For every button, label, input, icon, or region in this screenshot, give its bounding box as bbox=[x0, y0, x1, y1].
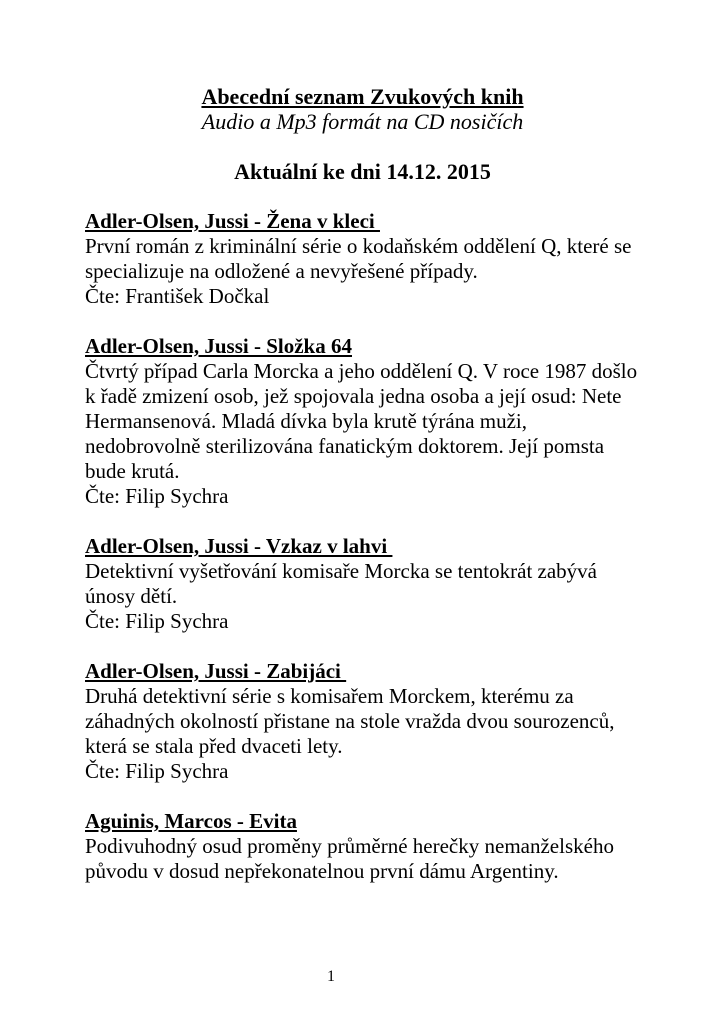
book-entry bbox=[85, 809, 640, 884]
book-entry-heading: Adler-Olsen, Jussi - Složka 64 bbox=[85, 334, 352, 358]
book-entry-description: Čtvrtý případ Carla Morcka a jeho oddělení Q. V roce 1987 došlo k řadě zmizení osob, jež spojovala jedna osoba a její osud: Nete Hermansenová. Mladá dívka byla krutě týrána muži, nedobrovolně sterilizována fanatickým doktorem. Její pomsta bude krutá. bbox=[85, 359, 638, 483]
book-entry bbox=[85, 534, 640, 634]
book-entry-reader: Čte: František Dočkal bbox=[85, 284, 270, 308]
book-entry-reader: Čte: Filip Sychra bbox=[85, 484, 229, 508]
book-entry bbox=[85, 334, 640, 509]
document-subtitle: Audio a Mp3 formát na CD nosičích bbox=[201, 109, 524, 134]
book-entry-heading: Adler-Olsen, Jussi - Žena v kleci bbox=[85, 209, 380, 233]
book-entry-description: Podivuhodný osud proměny průměrné herečky nemanželského původu v dosud nepřekonatelnou první dámu Argentiny. bbox=[85, 834, 614, 883]
book-entry bbox=[85, 659, 640, 784]
book-entry-description: Detektivní vyšetřování komisaře Morcka se tentokrát zabývá únosy dětí. bbox=[85, 559, 597, 608]
book-entry-heading: Adler-Olsen, Jussi - Zabijáci bbox=[85, 659, 347, 683]
book-entry-heading: Adler-Olsen, Jussi - Vzkaz v lahvi bbox=[85, 534, 393, 558]
book-entry-reader: Čte: Filip Sychra bbox=[85, 609, 229, 633]
book-entry bbox=[85, 209, 640, 309]
document-header bbox=[85, 84, 640, 184]
document-date-line: Aktuální ke dni 14.12. 2015 bbox=[234, 159, 491, 184]
book-entry-description: Druhá detektivní série s komisařem Morckem, kterému za záhadných okolností přistane na stole vražda dvou sourozenců, která se stala před dvaceti lety. bbox=[85, 684, 615, 758]
document-title: Abecední seznam Zvukových knih bbox=[201, 84, 524, 109]
page-number: 1 bbox=[327, 968, 335, 985]
book-entry-heading: Aguinis, Marcos - Evita bbox=[85, 809, 297, 833]
book-entry-reader: Čte: Filip Sychra bbox=[85, 759, 229, 783]
book-entry-description: První román z kriminální série o kodaňském oddělení Q, které se specializuje na odložené a nevyřešené případy. bbox=[85, 234, 632, 283]
